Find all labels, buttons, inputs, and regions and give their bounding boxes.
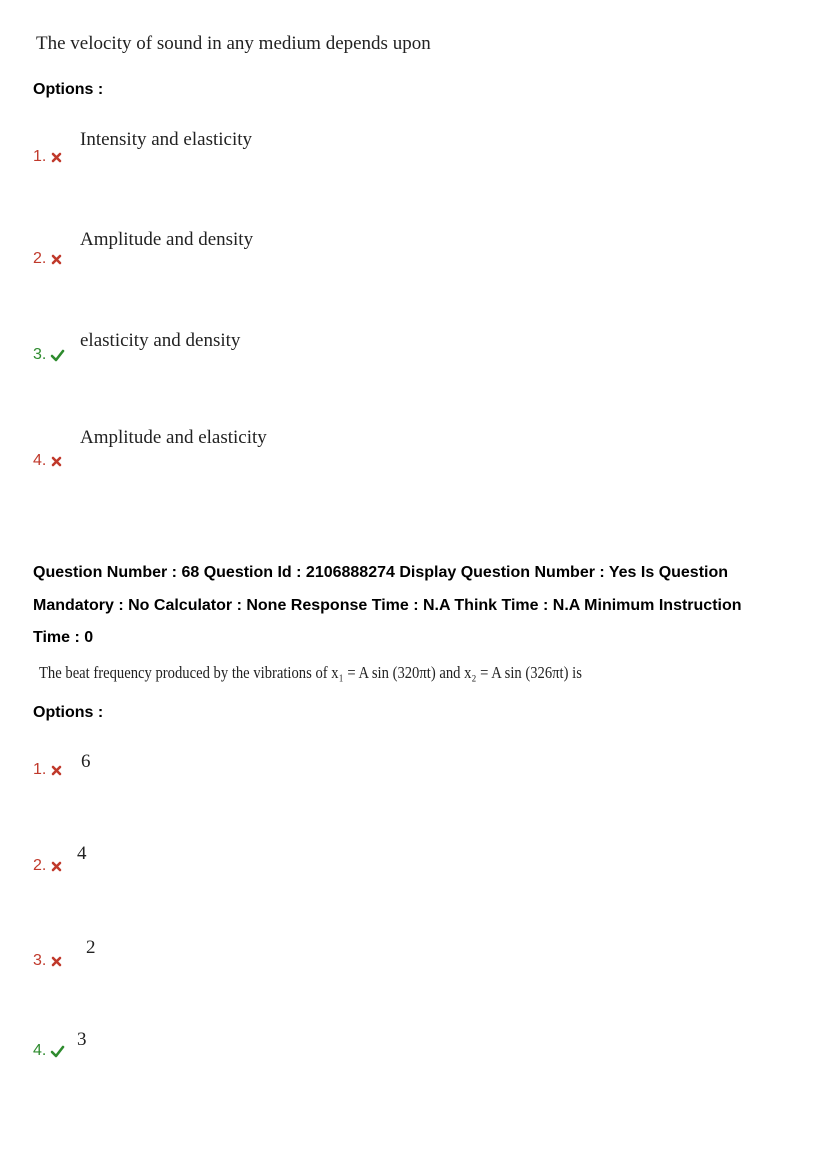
q2-option-1-text: 6	[81, 751, 91, 772]
cross-icon	[50, 151, 63, 164]
q2-option-4-number: 4.	[33, 1042, 63, 1060]
q1-option-1-number: 1.	[33, 148, 63, 166]
q1-option-4-text: Amplitude and elasticity	[80, 427, 267, 448]
q2-option-4-text: 3	[77, 1029, 87, 1050]
check-icon	[50, 349, 63, 362]
cross-icon	[50, 253, 63, 266]
meta-line-1: Question Number : 68 Question Id : 2106888274 Display Question Number : Yes Is Question	[33, 564, 729, 581]
q2-option-2-text: 4	[77, 843, 87, 864]
check-icon	[50, 1045, 63, 1058]
q2-option-3-text: 2	[86, 937, 96, 958]
cross-icon	[50, 860, 63, 873]
q2-option-1-number: 1.	[33, 761, 63, 779]
cross-icon	[50, 955, 63, 968]
q2-option-2-number: 2.	[33, 857, 63, 875]
q1-option-4-number: 4.	[33, 452, 63, 470]
question-1-text: The velocity of sound in any medium depends upon	[36, 33, 431, 54]
cross-icon	[50, 764, 63, 777]
cross-icon	[50, 455, 63, 468]
q1-option-3-number: 3.	[33, 346, 63, 364]
question-2-meta	[33, 557, 742, 655]
q1-option-3-text: elasticity and density	[80, 330, 241, 351]
meta-line-3: Time : 0	[33, 629, 94, 646]
question-2-text: The beat frequency produced by the vibrations of x₁ = A sin (320πt) and x₂ = A sin (326πt) is	[39, 663, 582, 682]
q1-option-2-text: Amplitude and density	[80, 229, 254, 250]
q1-option-2-number: 2.	[33, 250, 63, 268]
question-2-options-label: Options :	[33, 704, 104, 721]
question-1-options-label: Options :	[33, 81, 104, 98]
q2-option-3-number: 3.	[33, 952, 63, 970]
q1-option-1-text: Intensity and elasticity	[80, 129, 253, 150]
meta-line-2: Mandatory : No Calculator : None Response Time : N.A Think Time : N.A Minimum Instruction	[33, 596, 742, 614]
